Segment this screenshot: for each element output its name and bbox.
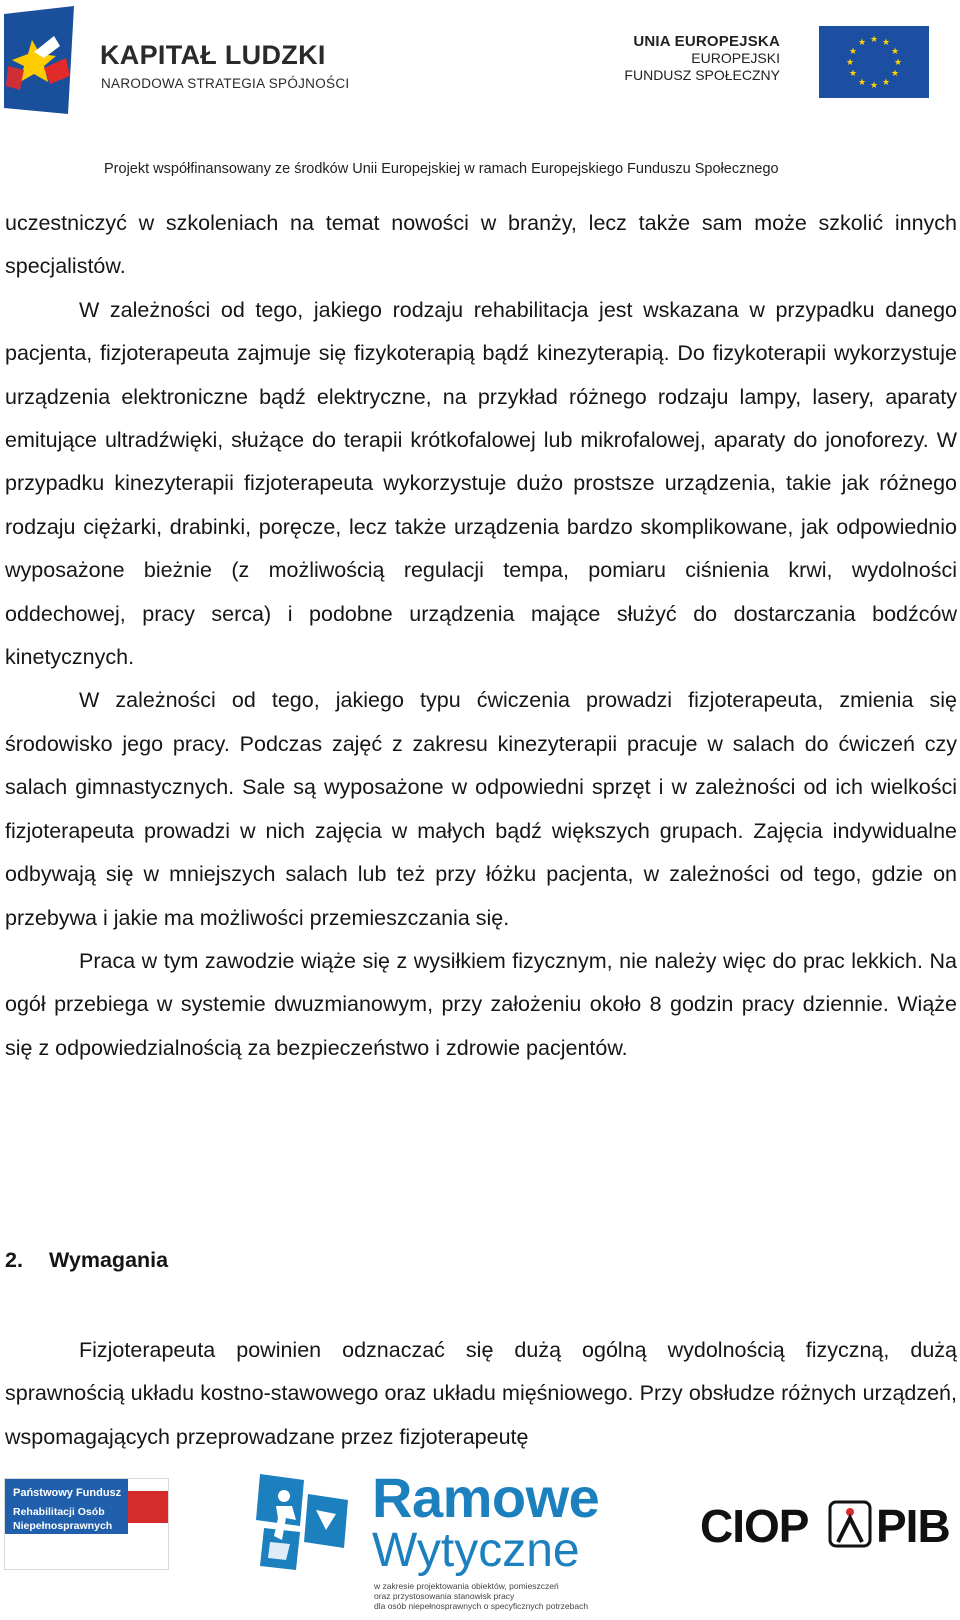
svg-text:★: ★	[893, 58, 903, 68]
pfron-line-1: Państwowy Fundusz	[13, 1487, 122, 1499]
page-header	[0, 0, 960, 185]
eu-line-2: EUROPEJSKI	[691, 50, 780, 66]
svg-text:★: ★	[890, 47, 900, 57]
eu-line-1: UNIA EUROPEJSKA	[633, 33, 780, 50]
svg-text:★: ★	[848, 47, 858, 57]
paragraph-2: W zależności od tego, jakiego rodzaju rehabilitacja jest wskazana w przypadku danego pacjenta, fizjoterapeuta zajmuje się fizykoterapią bądź kinezyterapią. Do fizykoterapii wykorzystuje urządzenia elektroniczne bądź elektryczne, na przykład różnego rodzaju lampy, lasery, aparaty emitujące ultradźwięki, służące do terapii krótkofalowej lub mikrofalowej, aparaty do jonoforezy. W przypadku kinezyterapii fizjoterapeuta wykorzystuje dużo prostsze urządzenia, takie jak różnego rodzaju ciężarki, drabinki, poręcze, lecz także urządzenia bardzo skomplikowane, jak odpowiednio wyposażone bieżnie (z możliwością regulacji tempa, pomiaru ciśnienia krwi, wydolności oddechowej, pracy serca) i podobne urządzenia mające służyć do dostarczania bodźców kinetycznych.	[5, 297, 957, 670]
pfron-line-2: Rehabilitacji Osób	[13, 1506, 105, 1518]
svg-text:★: ★	[890, 69, 900, 79]
section-title: Wymagania	[49, 1248, 169, 1272]
pib-text: PIB	[876, 1500, 950, 1550]
kapital-ludzki-logo	[4, 6, 78, 116]
ramowe-wytyczne-logo-icon	[256, 1470, 351, 1573]
pfron-line-3: Niepełnosprawnych	[13, 1520, 113, 1532]
svg-text:★: ★	[857, 78, 867, 88]
ramowe-title: Ramowe	[372, 1466, 600, 1529]
pfron-logo	[4, 1478, 169, 1570]
paragraph-1: uczestniczyć w szkoleniach na temat nowości w branży, lecz także sam może szkolić innych specjalistów.	[5, 211, 957, 279]
ramowe-subtitle	[374, 1581, 588, 1611]
svg-text:★: ★	[848, 69, 858, 79]
ramowe-subtitle-line-3: dla osób niepełnosprawnych o specyficznych potrzebach	[374, 1601, 589, 1611]
kapital-ludzki-title: KAPITAŁ LUDZKI	[100, 40, 326, 70]
pfron-logo-red-band	[128, 1491, 168, 1523]
section-text	[5, 1329, 957, 1459]
svg-text:★: ★	[881, 78, 891, 88]
svg-text:★: ★	[857, 38, 867, 48]
svg-text:★: ★	[869, 81, 879, 91]
section-heading	[5, 1246, 168, 1274]
main-text	[5, 202, 957, 1070]
paragraph-3: W zależności od tego, jakiego typu ćwiczenia prowadzi fizjoterapeuta, zmienia się środowisko jego pracy. Podczas zajęć z zakresu kinezyterapii pracuje w salach do ćwiczeń czy salach gimnastycznych. Sale są wyposażone w odpowiedni sprzęt i w zależności od ich wielkości fizjoterapeuta prowadzi w nich zajęcia w małych bądź większych grupach. Zajęcia indywidualne odbywają się w mniejszych salach lub też przy łóżku pacjenta, w zależności od tego, gdzie on przebywa i jakie ma możliwości przemieszczania się.	[5, 688, 957, 930]
project-cofinancing-note: Projekt współfinansowany ze środków Unii Europejskiej w ramach Europejskiego Funduszu Społecznego	[104, 161, 779, 177]
ciop-text: CIOP	[700, 1500, 809, 1550]
ramowe-subtitle-line-2: oraz przystosowania stanowisk pracy	[374, 1591, 515, 1601]
paragraph-4: Praca w tym zawodzie wiąże się z wysiłkiem fizycznym, nie należy więc do prac lekkich. Na ogół przebiega w systemie dwuzmianowym, przy założeniu około 8 godzin pracy dziennie. Wiąże się z odpowiedzialnością za bezpieczeństwo i zdrowie pacjentów.	[5, 948, 957, 1060]
eu-text-block	[624, 33, 780, 84]
pfron-logo-band	[5, 1479, 168, 1534]
svg-text:★: ★	[845, 58, 855, 68]
kapital-ludzki-subtitle: NARODOWA STRATEGIA SPÓJNOŚCI	[101, 76, 350, 91]
svg-text:★: ★	[881, 38, 891, 48]
wytyczne-title: Wytyczne	[372, 1524, 580, 1577]
eu-flag-icon	[819, 26, 929, 98]
ciop-pib-logo	[700, 1498, 958, 1550]
ramowe-subtitle-line-1: w zakresie projektowania obiektów, pomieszczeń	[374, 1581, 559, 1591]
svg-text:★: ★	[869, 35, 879, 45]
section-paragraph: Fizjoterapeuta powinien odznaczać się dużą ogólną wydolnością fizyczną, dużą sprawnością układu kostno-stawowego oraz układu mięśniowego. Przy obsłudze różnych urządzeń, wspomagających przeprowadzane przez fizjoterapeutę	[5, 1338, 957, 1449]
eu-line-3: FUNDUSZ SPOŁECZNY	[624, 67, 780, 83]
section-number: 2.	[5, 1248, 23, 1272]
